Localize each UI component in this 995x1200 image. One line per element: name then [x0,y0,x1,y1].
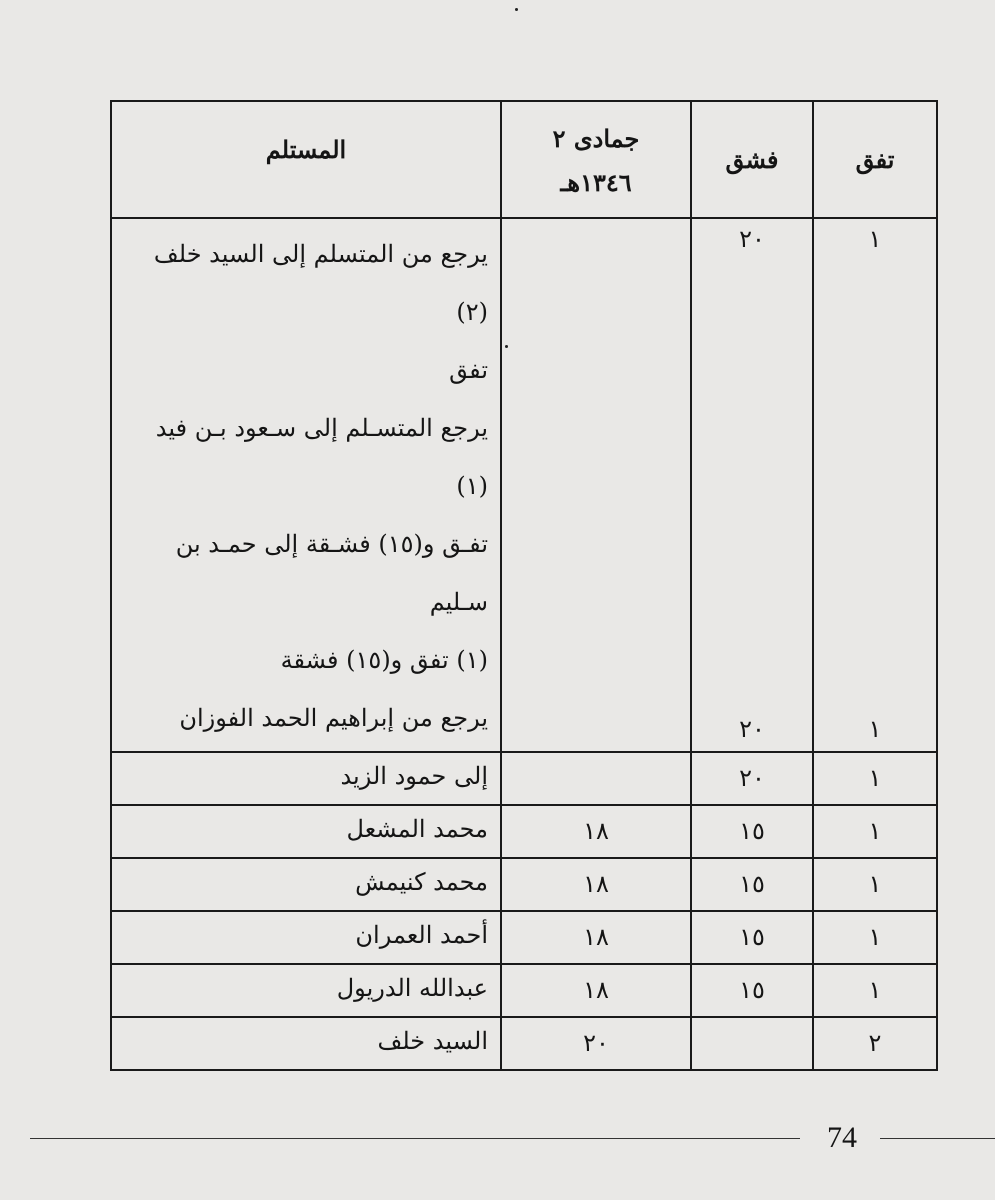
recipient-line: تفق [449,356,488,384]
cell-fashq: ٢٠ [691,752,813,805]
header-recipient: المستلم [111,101,501,218]
tafq-bottom: ١ [868,715,882,743]
cell-fashq [691,1017,813,1070]
table-row [111,805,937,858]
cell-jumada [501,218,691,752]
cell-recipient [111,218,501,752]
table-row [111,752,937,805]
recipient-line: يرجع من المتسلم إلى السيد خلف (٢) [153,240,488,326]
cell-jumada [501,752,691,805]
cell-jumada: ١٨ [501,911,691,964]
header-jumada-line1: جمادى ٢ [552,124,640,153]
cell-recipient: السيد خلف [111,1017,501,1070]
cell-tafq: ١ [813,911,937,964]
recipient-line: (١) تفق و(١٥) فشقة [280,646,488,674]
cell-recipient: أحمد العمران [111,911,501,964]
page-number: 74 [827,1121,857,1154]
cell-jumada: ١٨ [501,858,691,911]
cell-recipient: محمد المشعل [111,805,501,858]
header-jumada [501,101,691,218]
recipient-line: تفـق و(١٥) فشـقة إلى حمـد بن سـليم [175,530,488,616]
cell-jumada: ٢٠ [501,1017,691,1070]
cell-tafq: ١ [813,805,937,858]
recipient-line: يرجع من إبراهيم الحمد الفوزان [179,704,488,732]
cell-fashq: ١٥ [691,964,813,1017]
table-row [111,1017,937,1070]
cell-jumada: ١٨ [501,805,691,858]
table-row [111,858,937,911]
header-row [111,101,937,218]
footer-rule-right [880,1138,995,1139]
cell-fashq: ١٥ [691,911,813,964]
cell-fashq: ١٥ [691,805,813,858]
header-tafq: تفق [813,101,937,218]
cell-tafq [813,218,937,752]
header-fashq: فشق [691,101,813,218]
recipient-line: يرجع المتسـلم إلى سـعود بـن فيد (١) [155,414,488,500]
ledger-table [110,100,938,1071]
speck-mark [515,8,518,11]
cell-tafq: ١ [813,752,937,805]
table-row [111,911,937,964]
cell-recipient: محمد كنيمش [111,858,501,911]
cell-fashq [691,218,813,752]
table-row [111,964,937,1017]
cell-fashq: ١٥ [691,858,813,911]
table-row [111,218,937,752]
footer-rule-left [30,1138,800,1139]
fashq-bottom: ٢٠ [739,715,765,743]
cell-recipient: عبدالله الدريول [111,964,501,1017]
cell-tafq: ٢ [813,1017,937,1070]
tafq-top: ١ [868,225,882,253]
cell-tafq: ١ [813,858,937,911]
cell-jumada: ١٨ [501,964,691,1017]
cell-tafq: ١ [813,964,937,1017]
cell-recipient: إلى حمود الزيد [111,752,501,805]
fashq-top: ٢٠ [739,225,765,253]
header-jumada-line2: ١٣٤٦هـ [560,168,632,197]
